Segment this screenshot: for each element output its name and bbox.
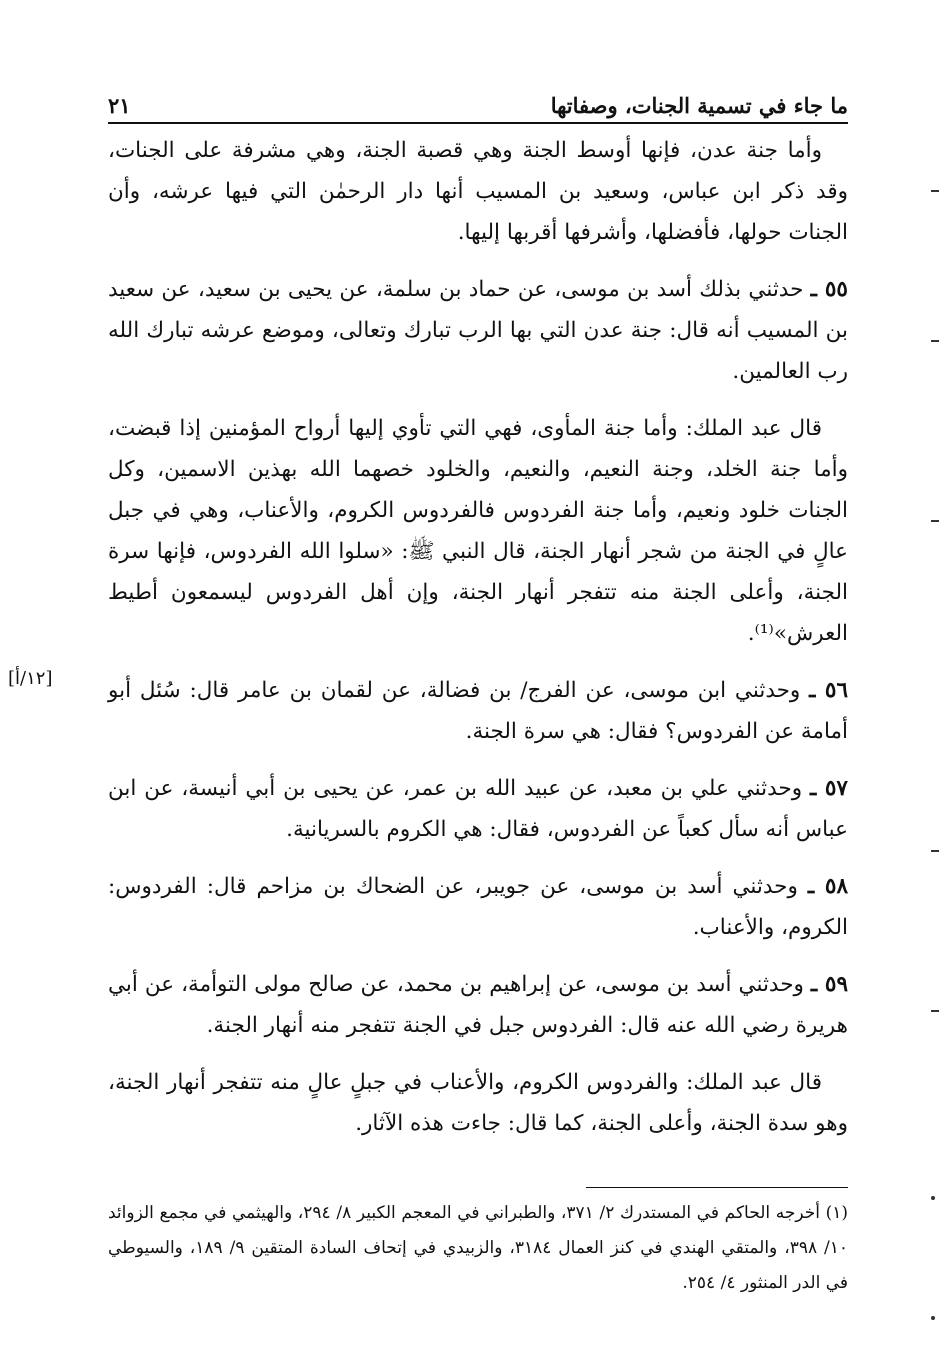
scan-mark <box>931 1316 935 1320</box>
hadith-56 <box>108 670 848 752</box>
hadith-text: وحدثني ابن موسى، عن الفرج/ بن فضالة، عن لقمان بن عامر قال: سُئل أبو أمامة عن الفردوس؟ فقال: هي سرة الجنة. <box>108 678 848 744</box>
hadith-number: ٥٦ ـ <box>809 678 848 703</box>
page-header <box>108 78 848 118</box>
hadith-number: ٥٥ ـ <box>810 277 848 302</box>
paragraph-abd-al-malik-2: قال عبد الملك: والفردوس الكروم، والأعناب في جبلٍ عالٍ منه تتفجر أنهار الجنة، وهو سدة الجنة، وأعلى الجنة، كما قال: جاءت هذه الآثار. <box>108 1070 848 1136</box>
hadith-text: وحدثني علي بن معبد، عن عبيد الله بن عمر، عن يحيى بن أبي أنيسة، عن ابن عباس أنه سأل كعباً عن الفردوس، فقال: هي الكروم بالسريانية. <box>108 776 848 842</box>
hadith-58 <box>108 866 848 948</box>
footnotes <box>108 1196 848 1301</box>
footnote-rule <box>586 1187 848 1188</box>
hadith-text: وحدثني أسد بن موسى، عن إبراهيم بن محمد، عن صالح مولى التوأمة، عن أبي هريرة رضي الله عنه قال: الفردوس جبل في الجنة تتفجر منه أنهار الجنة. <box>108 972 848 1038</box>
scan-mark <box>931 190 939 192</box>
main-text <box>108 130 848 1160</box>
scan-mark <box>931 1010 939 1012</box>
hadith-55 <box>108 269 848 392</box>
manuscript-folio-marker: [١٢/أ] <box>8 668 53 689</box>
scan-mark <box>931 340 939 342</box>
hadith-number: ٥٧ ـ <box>810 776 848 801</box>
scan-mark <box>931 850 939 852</box>
header-rule <box>108 122 848 124</box>
page-number: ٢١ <box>108 93 131 118</box>
footnote-1: (١) أخرجه الحاكم في المستدرك ٢/ ٣٧١، والطبراني في المعجم الكبير ٨/ ٢٩٤، والهيثمي في مجمع الزوائد ١٠/ ٣٩٨، والمتقي الهندي في كنز العمال ٣١٨٤، والزبيدي في إتحاف السادة المتقين ٩/ ١٨٩، والسيوطي في الدر المنثور ٤/ ٢٥٤. <box>108 1203 849 1293</box>
hadith-text: وحدثني أسد بن موسى، عن جويبر، عن الضحاك بن مزاحم قال: الفردوس: الكروم، والأعناب. <box>108 874 848 940</box>
paragraph-abd-al-malik-1: قال عبد الملك: وأما جنة المأوى، فهي التي تأوي إليها أرواح المؤمنين إذا قبضت، وأما جنة الخلد، وجنة النعيم، والنعيم، والخلود خصهما الله بهذين الاسمين، وكل الجنات خلود ونعيم، وأما جنة الفردوس فالفردوس الكروم، والأعناب، وهي في جبل عالٍ في الجنة من شجر أنهار الجنة، قال النبي ﷺ: «سلوا الله الفردوس، فإنها سرة الجنة، وأعلى الجنة منه تتفجر أنهار الجنة، وإن أهل الفردوس ليسمعون أطيط العرش»⁽¹⁾. <box>108 416 848 646</box>
scan-mark <box>931 520 939 522</box>
running-title: ما جاء في تسمية الجنات، وصفاتها <box>550 93 848 118</box>
hadith-number: ٥٩ ـ <box>810 972 848 997</box>
hadith-59 <box>108 964 848 1046</box>
paragraph-jannat-adn: وأما جنة عدن، فإنها أوسط الجنة وهي قصبة الجنة، وهي مشرفة على الجنات، وقد ذكر ابن عباس، وسعيد بن المسيب أنها دار الرحمٰن التي فيها عرشه، وأن الجنات حولها، فأفضلها، وأشرفها أقربها إليها. <box>108 138 848 245</box>
hadith-57 <box>108 768 848 850</box>
hadith-text: حدثني بذلك أسد بن موسى، عن حماد بن سلمة، عن يحيى بن سعيد، عن سعيد بن المسيب أنه قال: جنة عدن التي بها الرب تبارك وتعالى، وموضع عرشه تبارك الله رب العالمين. <box>108 277 848 384</box>
hadith-number: ٥٨ ـ <box>807 874 848 899</box>
scan-mark <box>931 1196 935 1200</box>
